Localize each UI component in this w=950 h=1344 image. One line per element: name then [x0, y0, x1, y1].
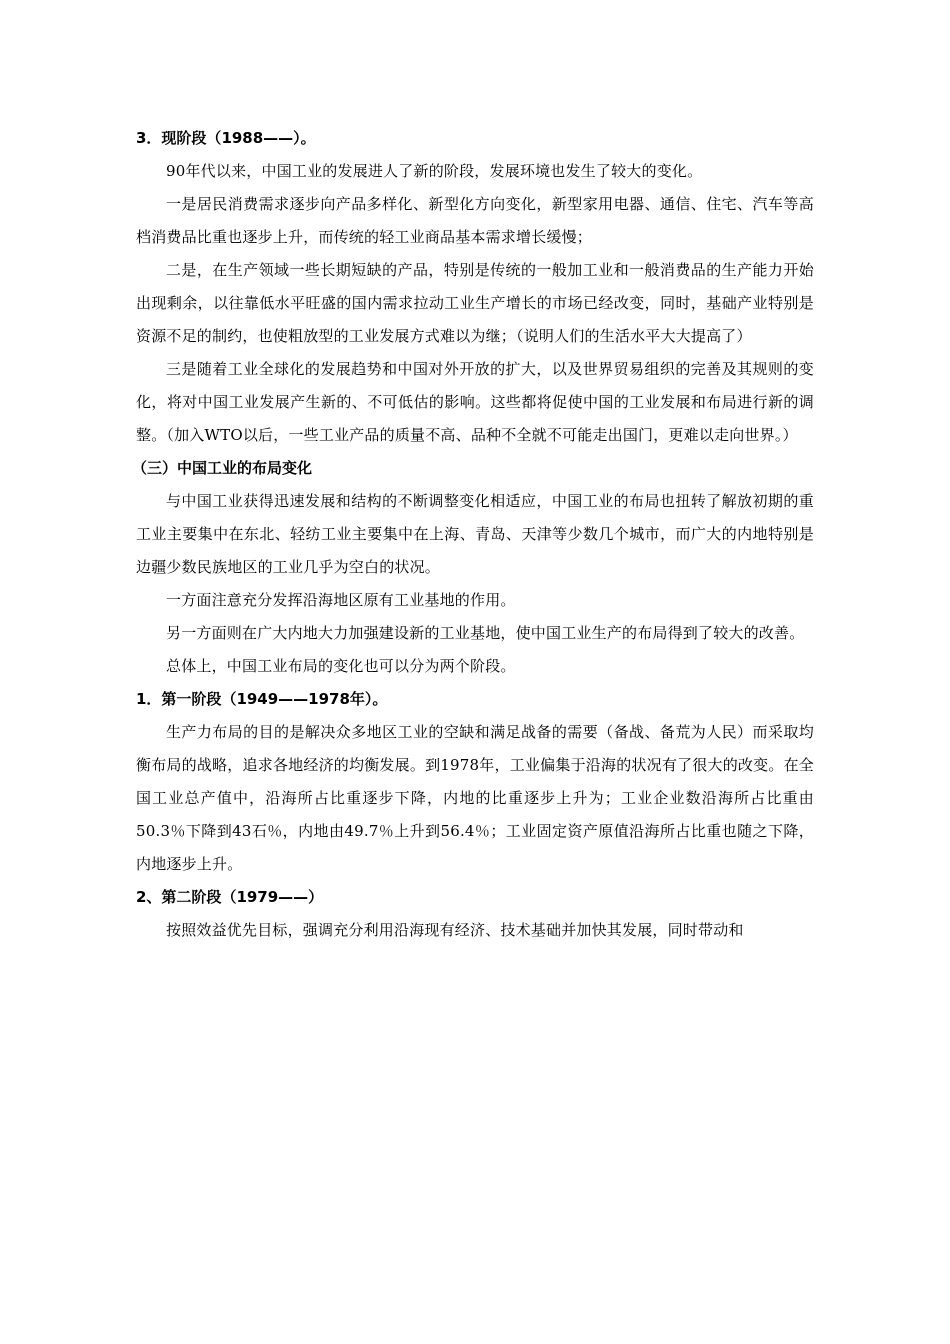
- paragraph-two-stages: 总体上，中国工业布局的变化也可以分为两个阶段。: [166, 657, 516, 675]
- paragraph-point-two: 二是，在生产领域一些长期短缺的产品，特别是传统的一般加工业和一般消费品的生产能力开始出现剩余，以往靠低水平旺盛的国内需求拉动工业生产增长的市场已经改变，同时，基础产业特别是资源不足的制约，也使粗放型的工业发展方式难以为继；（说明人们的生活水平大大提高了）: [136, 261, 814, 345]
- section-heading-stage-one: 1．第一阶段（1949——1978年）。: [136, 690, 388, 708]
- paragraph-point-three: 三是随着工业全球化的发展趋势和中国对外开放的扩大，以及世界贸易组织的完善及其规则的变化，将对中国工业发展产生新的、不可低估的影响。这些都将促使中国的工业发展和布局进行新的调整。（加入WTO以后，一些工业产品的质量不高、品种不全就不可能走出国门，更难以走向世界。）: [136, 360, 814, 444]
- section-heading-current-stage: 3．现阶段（1988——）。: [136, 129, 316, 147]
- paragraph-layout-intro: 与中国工业获得迅速发展和结构的不断调整变化相适应，中国工业的布局也扭转了解放初期的重工业主要集中在东北、轻纺工业主要集中在上海、青岛、天津等少数几个城市，而广大的内地特别是边疆少数民族地区的工业几乎为空白的状况。: [136, 492, 814, 576]
- paragraph-stage-two-detail: 按照效益优先目标，强调充分利用沿海现有经济、技术基础并加快其发展，同时带动和: [166, 921, 744, 939]
- paragraph-90s-intro: 90年代以来，中国工业的发展进人了新的阶段，发展环境也发生了较大的变化。: [166, 162, 703, 180]
- section-heading-layout-change: （三）中国工业的布局变化: [132, 459, 313, 477]
- paragraph-point-one: 一是居民消费需求逐步向产品多样化、新型化方向变化，新型家用电器、通信、住宅、汽车等高档消费品比重也逐步上升，而传统的轻工业商品基本需求增长缓慢；: [136, 195, 814, 246]
- paragraph-coastal-bases: 一方面注意充分发挥沿海地区原有工业基地的作用。: [166, 591, 516, 609]
- document-body: [132, 122, 814, 947]
- paragraph-inland-bases: 另一方面则在广大内地大力加强建设新的工业基地，使中国工业生产的布局得到了较大的改善。: [166, 624, 805, 642]
- paragraph-stage-one-detail: 生产力布局的目的是解决众多地区工业的空缺和满足战备的需要（备战、备荒为人民）而采取均衡布局的战略，追求各地经济的均衡发展。到1978年，工业偏集于沿海的状况有了很大的改变。在全国工业总产值中，沿海所占比重逐步下降，内地的比重逐步上升为；工业企业数沿海所占比重由50.3％下降到43石％，内地由49.7％上升到56.4％；工业固定资产原值沿海所占比重也随之下降，内地逐步上升。: [136, 723, 814, 873]
- section-heading-stage-two: 2、第二阶段（1979——）: [136, 888, 324, 906]
